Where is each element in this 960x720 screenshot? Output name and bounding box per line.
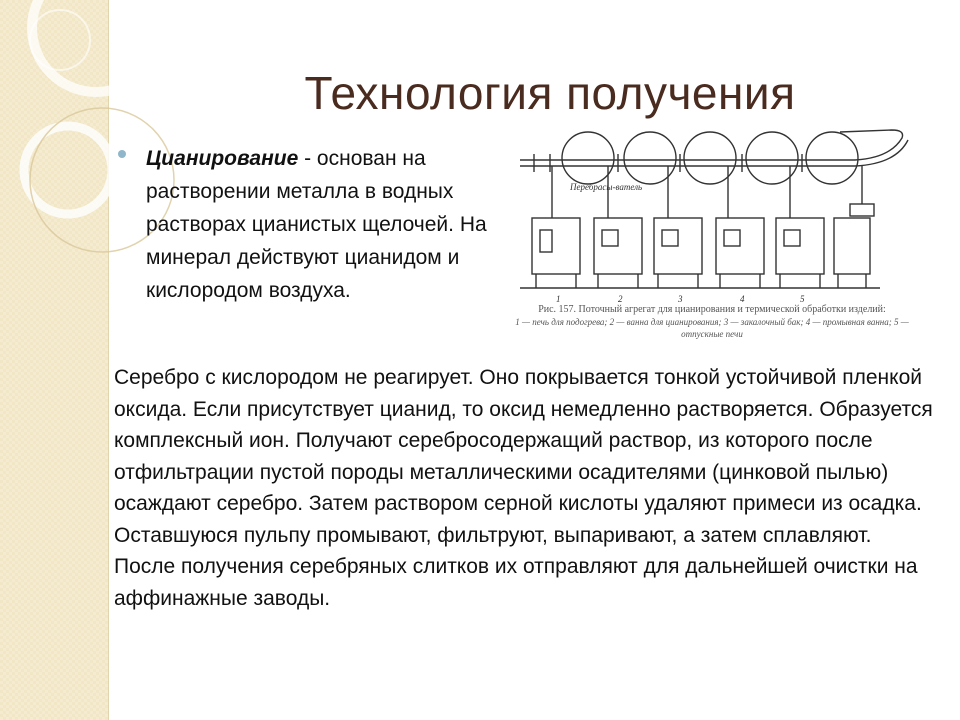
transfer-device-label: Перебрасы-ватель (570, 182, 643, 192)
slide-title: Технология получения (304, 67, 796, 119)
bullet-dot-icon (118, 150, 126, 158)
figure-number-2: 2 (618, 294, 623, 304)
bullet-item (120, 142, 500, 307)
figure-number-3: 3 (678, 294, 683, 304)
figure-caption-title: Рис. 157. Поточный агрегат для цианирования и термической обработки изделий: (538, 304, 886, 315)
figure-number-5: 5 (800, 294, 805, 304)
figure-caption (512, 304, 912, 340)
figure-number-4: 4 (740, 294, 745, 304)
bullet-term: Цианирование (146, 147, 299, 170)
bullet-description: - основан на растворении металла в водных растворах цианистых щелочей. На минерал действуют цианидом и кислородом воздуха. (146, 147, 487, 302)
body-paragraph: Серебро с кислородом не реагирует. Оно покрывается тонкой устойчивой пленкой оксида. Если присутствует цианид, то оксид немедленно растворяется. Образуется комплексный ион. Получают серебросодержащий раствор, из которого после отфильтрации пустой породы металлическими осадителями (цинковой пылью) осаждают серебро. Затем раствором серной кислоты удаляют примеси из осадка. Оставшуюся пульпу промывают, фильтруют, выпаривают, а затем сплавляют. После получения серебряных слитков их отправляют для дальнейшей очистки на аффинажные заводы. (114, 366, 933, 610)
figure-legend: 1 — печь для подогрева; 2 — ванна для цианирования; 3 — закалочный бак; 4 — промывная ванна; 5 — отпускные печи (515, 317, 909, 339)
figure-number-1: 1 (556, 294, 561, 304)
